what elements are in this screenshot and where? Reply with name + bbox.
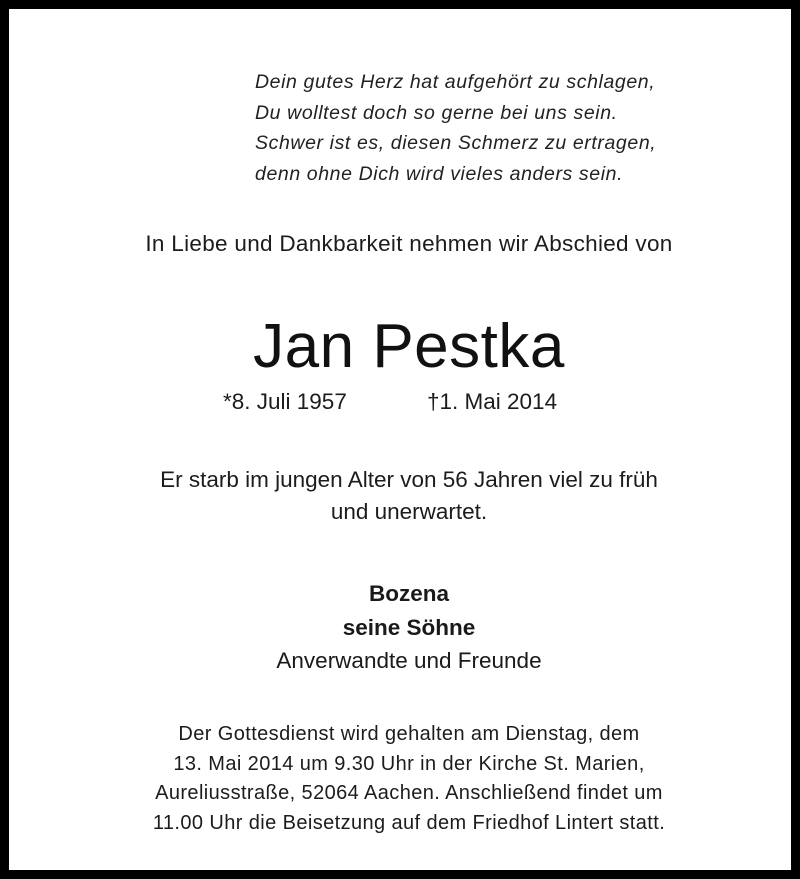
service-line: Der Gottesdienst wird gehalten am Dienstag, dem	[178, 723, 640, 745]
service-line: Aureliusstraße, 52064 Aachen. Anschließend findet um	[155, 782, 663, 804]
poem-line: Du wolltest doch so gerne bei uns sein.	[255, 101, 618, 124]
mourners-list	[9, 577, 800, 678]
poem-line: Schwer ist es, diesen Schmerz zu ertragen,	[255, 132, 657, 154]
mourner-name: Bozena	[368, 581, 449, 606]
mourner-others: Anverwandte und Freunde	[276, 648, 542, 673]
service-line: 11.00 Uhr die Beisetzung auf dem Friedhof Lintert statt.	[152, 811, 666, 834]
deceased-name: Jan Pestka	[253, 312, 565, 381]
birth-date: *8. Juli 1957	[223, 389, 347, 414]
death-date: †1. Mai 2014	[427, 389, 558, 414]
statement-line: und unerwartet.	[330, 499, 488, 524]
mourner-name: seine Söhne	[342, 614, 476, 640]
poem-line: Dein gutes Herz hat aufgehört zu schlagen,	[255, 71, 656, 93]
memorial-poem	[255, 67, 656, 189]
farewell-intro: In Liebe und Dankbarkeit nehmen wir Abschied von	[145, 231, 673, 256]
death-statement	[9, 464, 800, 528]
poem-line: denn ohne Dich wird vieles anders sein.	[255, 162, 624, 185]
service-line: 13. Mai 2014 um 9.30 Uhr in der Kirche St. Marien,	[173, 752, 645, 775]
statement-line: Er starb im jungen Alter von 56 Jahren viel zu früh	[160, 467, 658, 492]
funeral-service-notice	[9, 720, 800, 838]
